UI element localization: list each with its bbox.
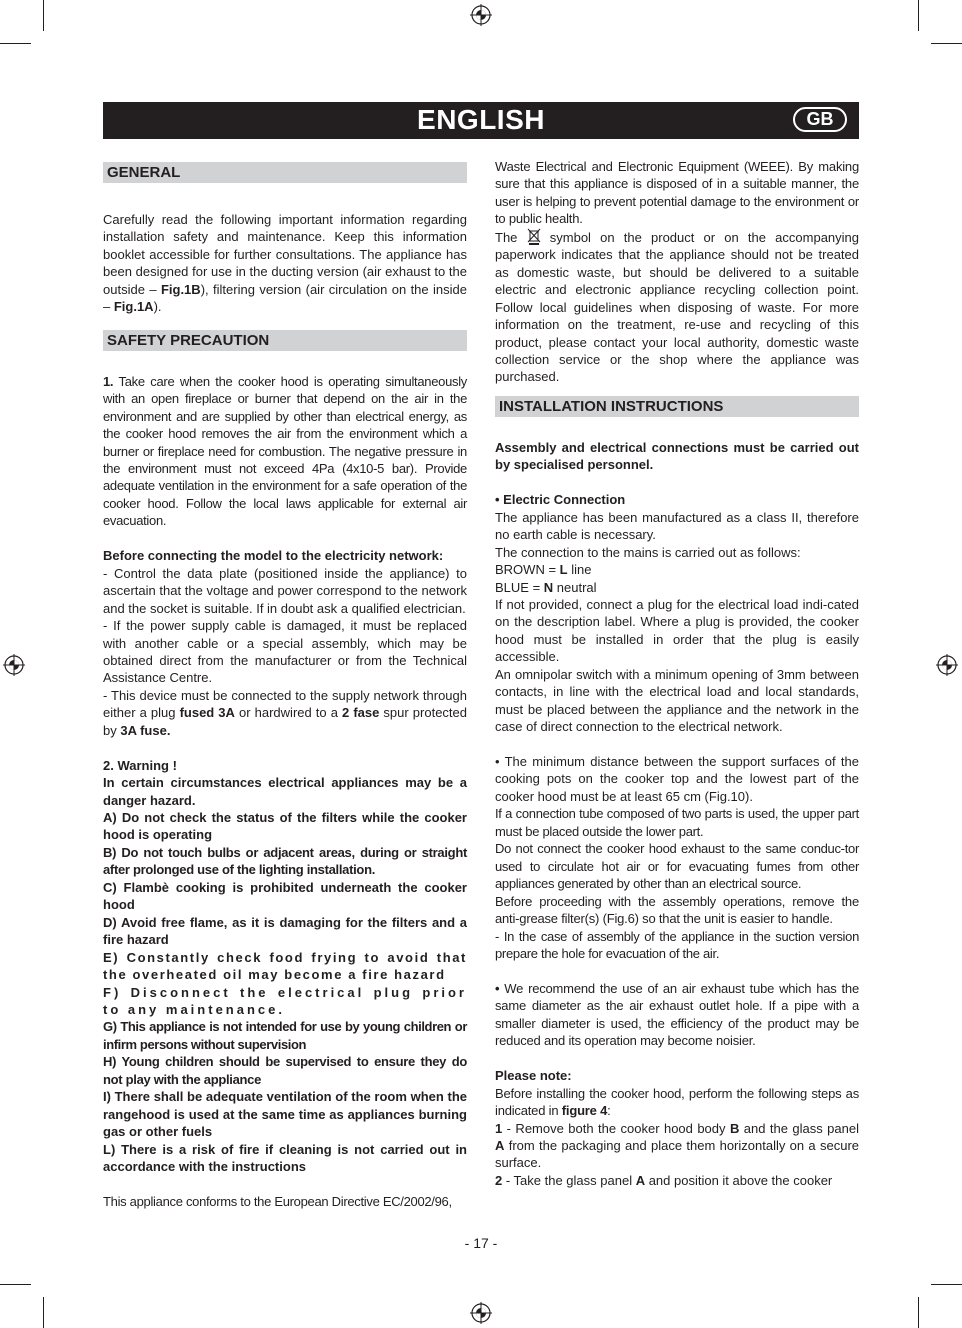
registration-mark-icon: [470, 4, 492, 26]
electric-connection-title: • Electric Connection: [495, 492, 626, 508]
language-banner: [103, 102, 859, 139]
warning-item: H) Young children should be supervised to ensure they do not play with the appliance: [103, 1054, 467, 1087]
spacer: [495, 417, 859, 439]
warning-item: G) This appliance is not intended for use by young children or infirm persons without supervision: [103, 1019, 467, 1052]
step-1: 1 - Remove both the cooker hood body B and the glass panel A from the packaging and place them horizontally on a secure surface.: [495, 1120, 859, 1171]
language-badge: GB: [793, 107, 847, 132]
electric-connection-text: An omnipolar switch with a minimum opening of 3mm between contacts, in line with the electrical load and local standards, must be placed between the appliance and the network in the case of direct connection to the electrical network.: [495, 666, 859, 735]
installation-text: If a connection tube composed of two parts is used, the upper part must be placed outside the lower part.: [495, 806, 859, 839]
electric-connection-text: The connection to the mains is carried out as follows:: [495, 544, 801, 560]
spacer: [495, 1050, 859, 1067]
warning-item: B) Do not touch bulbs or adjacent areas, during or straight after prolonged use of the lighting installation.: [103, 844, 467, 878]
crop-mark: [918, 0, 919, 31]
registration-mark-icon: [3, 654, 25, 676]
spacer: [103, 316, 467, 330]
wiring-brown: BROWN = L line: [495, 562, 592, 578]
spacer: [495, 386, 859, 396]
left-column: [103, 158, 467, 1210]
crop-mark: [43, 1297, 44, 1328]
warning-item: E) Constantly check food frying to avoid that the overheated oil may become a fire hazard: [103, 949, 467, 983]
spacer: [103, 183, 467, 211]
installation-text: • The minimum distance between the support surfaces of the cooking pots on the cooker top and the lowest part of the cooker hood must be at least 65 cm (Fig.10).: [495, 754, 859, 804]
electric-connection-text: If not provided, connect a plug for the electrical load indi-cated on the description label. Where a plug is provided, the cooker hood must be installed in order that the plug is easily accessible.: [495, 596, 859, 665]
installation-text: - In the case of assembly of the appliance in the suction version prepare the hole for evacuation of the air.: [495, 928, 859, 961]
warning-item: F) Disconnect the electrical plug prior to any maintenance.: [103, 984, 467, 1017]
note-title: Please note:: [495, 1068, 572, 1084]
note-text: Before installing the cooker hood, perform the following steps as indicated in figure 4:: [495, 1085, 859, 1119]
installation-intro: Assembly and electrical connections must be carried out by specialised personnel.: [495, 439, 859, 473]
weee-symbol-paragraph: The symbol on the product or on the accompanying paperwork indicates that the appliance should not be treated as domestic waste, but should be delivered to a suitable electric and electronic appliance recycling collection point. Follow local guidelines when disposing of waste. For more information on the treatment, re-use and recycling of this product, please contact your local authority, domestic waste collection service or the shop where the appliance was purchased.: [495, 229, 860, 385]
crop-mark: [0, 43, 31, 44]
before-connecting-title: Before connecting the model to the electricity network:: [103, 548, 444, 564]
step-2: 2 - Take the glass panel A and position it above the cooker: [495, 1172, 833, 1188]
installation-text: Do not connect the cooker hood exhaust to the same conduc-tor used to circulate hot air or for evacuating fumes from other appliances generated by other than an electrical source.: [495, 841, 859, 892]
safety-paragraph-1: 1. Take care when the cooker hood is operating simultaneously with an open fireplace or burner that depend on the air in the environment and are supplied by other than electrical energy, as the cooker hood removes the air from the environment which a burner or fireplace need for combustion. The negative pressure in the environment must not exceed 4Pa (4x10-5 bar). Provide adequate ventilation in the environment for a safe operation of the cooker hood. Follow the local laws applicable for external air evacuation.: [103, 373, 467, 529]
spacer: [495, 736, 859, 753]
crop-mark: [931, 43, 962, 44]
crossed-bin-icon: [527, 228, 541, 245]
section-heading-general: GENERAL: [103, 162, 467, 183]
conformity-text: This appliance conforms to the European Directive EC/2002/96,: [103, 1193, 452, 1209]
warning-item: C) Flambè cooking is prohibited underneath the cooker hood: [103, 879, 467, 913]
wiring-blue: BLUE = N neutral: [495, 579, 597, 595]
spacer: [103, 351, 467, 373]
section-heading-safety: SAFETY PRECAUTION: [103, 330, 467, 351]
warning-item: A) Do not check the status of the filters while the cooker hood is operating: [103, 810, 467, 843]
section-heading-installation: INSTALLATION INSTRUCTIONS: [495, 396, 859, 417]
right-column: [495, 158, 859, 1189]
registration-mark-icon: [936, 654, 958, 676]
before-connecting-item: - If the power supply cable is damaged, it must be replaced with another cable or a special assembly, which may be obtained direct from the manufacturer or from the Technical Assistance Centre.: [103, 618, 467, 686]
crop-mark: [0, 1284, 31, 1285]
warning-item: D) Avoid free flame, as it is damaging for the filters and a fire hazard: [103, 914, 467, 948]
before-connecting-item: - Control the data plate (positioned inside the appliance) to ascertain that the voltage and power correspond to the network and the socket is suitable. If in doubt ask a qualified electrician.: [103, 565, 467, 616]
installation-text: Before proceeding with the assembly operations, remove the anti-grease filter(s) (Fig.6) so that the unit is easier to handle.: [495, 893, 859, 927]
warning-item: In certain circumstances electrical appliances may be a danger hazard.: [103, 775, 467, 808]
weee-paragraph: Waste Electrical and Electronic Equipment (WEEE). By making sure that this appliance is disposed of in a suitable manner, the user is helping to prevent potential damage to the environment or to public health.: [495, 159, 859, 227]
spacer: [103, 1176, 467, 1193]
crop-mark: [43, 0, 44, 31]
warning-item: L) There is a risk of fire if cleaning is not carried out in accordance with the instructions: [103, 1141, 467, 1175]
page-title: ENGLISH: [417, 104, 545, 135]
warning-item: I) There shall be adequate ventilation of the room when the rangehood is used at the same time as appliances burning gas or other fuels: [103, 1089, 467, 1140]
page-number: - 17 -: [464, 1235, 498, 1251]
before-connecting-item: - This device must be connected to the supply network through either a plug fused 3A or hardwired to a 2 fase spur protected by 3A fuse.: [103, 687, 467, 738]
spacer: [495, 962, 859, 979]
registration-mark-icon: [470, 1302, 492, 1324]
crop-mark: [918, 1297, 919, 1328]
electric-connection-text: The appliance has been manufactured as a class II, therefore no earth cable is necessary.: [495, 509, 859, 543]
spacer: [103, 530, 467, 547]
spacer: [103, 739, 467, 756]
warning-title: 2. Warning !: [103, 757, 177, 773]
general-paragraph: Carefully read the following important information regarding installation safety and maintenance. Keep this information booklet accessible for further consultations. The appliance has been designed for use in the ducting version (air exhaust to the outside – Fig.1B), filtering version (air circulation on the inside – Fig.1A).: [103, 212, 468, 315]
spacer: [495, 474, 859, 491]
recommendation-text: • We recommend the use of an air exhaust tube which has the same diameter as the air exhaust outlet hole. If a pipe with a smaller diameter is used, the efficiency of the product may be reduced and its operation may become noisier.: [495, 980, 859, 1049]
crop-mark: [931, 1284, 962, 1285]
